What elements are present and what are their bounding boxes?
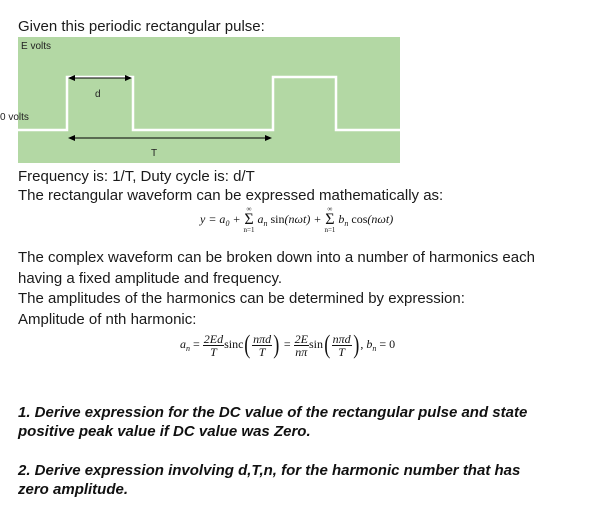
eq1-term1-sub: n: [263, 219, 268, 229]
eq2-equals1: =: [193, 336, 200, 351]
frac3-den: nπ: [295, 344, 308, 359]
frac2-num: nπd: [253, 331, 272, 346]
complex-text-1: The complex waveform can be broken down into a number of harmonics each: [18, 249, 535, 266]
eq1-term1-arg: (nωt): [284, 211, 311, 226]
eq2-frac4: [332, 333, 352, 358]
pulse-waveform: [18, 37, 400, 163]
question-1-line-2: positive peak value if DC value was Zero.: [18, 423, 311, 440]
eq2-bn: b: [366, 336, 373, 351]
frac2-den: T: [258, 344, 266, 359]
waveform-line: [18, 77, 400, 130]
eq1-plus1: +: [232, 211, 241, 226]
nth-harmonic-text: Amplitude of nth harmonic:: [18, 311, 197, 328]
eq2-frac1: [203, 333, 224, 358]
express-text: The rectangular waveform can be expressed mathematically as:: [18, 187, 444, 204]
eq1-term2-func: cos: [351, 211, 368, 226]
frac4-den: T: [338, 344, 345, 359]
question-2-line-1: 2. Derive expression involving d,T,n, for the harmonic number that has: [18, 462, 521, 479]
sum2-sigma: Σ: [325, 211, 335, 228]
fourier-equation: [200, 206, 393, 234]
frac1-den: T: [210, 344, 217, 359]
frac1-num: 2Ed: [203, 331, 224, 346]
eq2-func2: sin: [308, 336, 323, 351]
paren-open-1: (: [244, 330, 251, 359]
eq1-sum1: [244, 206, 255, 234]
sum1-bottom: n=1: [243, 226, 255, 234]
eq2-bn-value: = 0: [379, 336, 396, 351]
paren-close-2: ): [352, 330, 360, 359]
frequency-text: Frequency is: 1/T, Duty cycle is: d/T: [18, 168, 255, 185]
eq2-equals2: =: [283, 336, 291, 351]
eq1-plus2: +: [313, 211, 322, 226]
eq1-lhs: y = a: [200, 211, 226, 226]
question-1-line-1: 1. Derive expression for the DC value of the rectangular pulse and state: [18, 404, 528, 421]
eq2-lhs-sub: n: [186, 344, 190, 354]
eq2-bn-sub: n: [372, 344, 377, 354]
paren-close-1: ): [273, 330, 280, 359]
eq1-lhs-sub: 0: [225, 219, 230, 229]
eq2-lhs: a: [180, 336, 186, 351]
eq1-sum2: [324, 206, 335, 234]
frac4-num: nπd: [332, 331, 351, 346]
period-arrow-head-left: [68, 135, 75, 141]
period-label: T: [151, 148, 158, 159]
amplitudes-text: The amplitudes of the harmonics can be determined by expression:: [18, 290, 465, 307]
y-label-top: E volts: [21, 41, 52, 52]
eq1-term1-coef: a: [257, 211, 264, 226]
question-2-line-2: zero amplitude.: [18, 481, 129, 498]
eq1-term2-sub: n: [344, 219, 349, 229]
eq2-frac3: [294, 333, 309, 358]
eq1-term1-func: sin: [270, 211, 285, 226]
period-arrow-head-right: [265, 135, 272, 141]
paren-open-2: (: [324, 330, 331, 359]
eq2-separator: ,: [360, 336, 364, 351]
width-label: d: [95, 89, 101, 100]
intro-text: Given this periodic rectangular pulse:: [18, 18, 265, 35]
sum1-top: ∞: [246, 205, 252, 213]
pulse-figure: [0, 37, 400, 163]
harmonic-amplitude-equation: [180, 332, 395, 358]
complex-text-2: having a fixed amplitude and frequency.: [18, 270, 283, 287]
eq2-func1: sinc: [224, 336, 244, 351]
sum2-top: ∞: [327, 205, 333, 213]
eq1-term2-arg: (nωt): [367, 211, 394, 226]
sum2-bottom: n=1: [324, 226, 336, 234]
eq2-frac2: [252, 333, 272, 358]
frac3-num: 2E: [294, 331, 308, 346]
sum1-sigma: Σ: [244, 211, 254, 228]
y-label-zero: 0 volts: [0, 112, 29, 123]
eq1-term2-coef: b: [338, 211, 345, 226]
